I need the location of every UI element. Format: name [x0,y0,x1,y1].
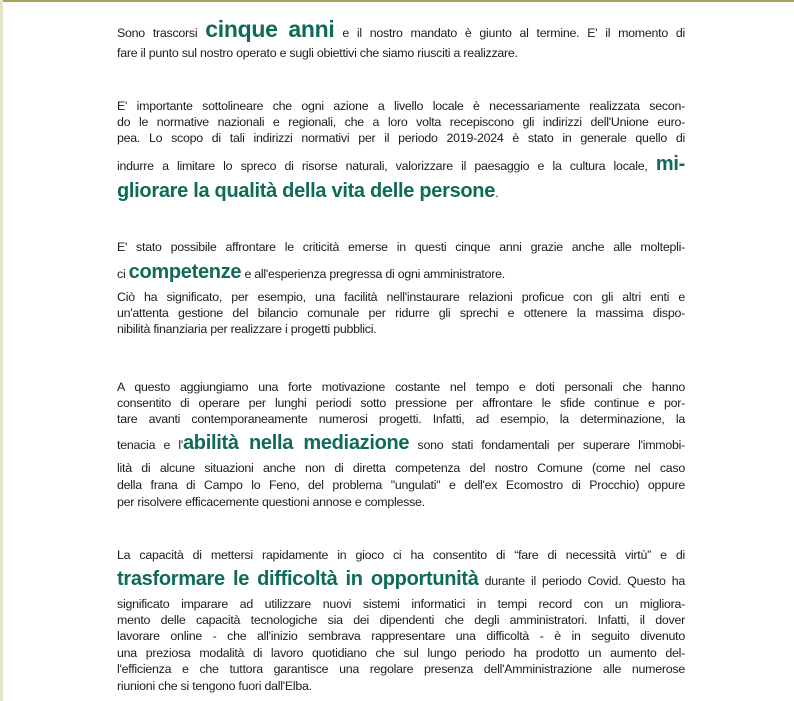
highlight-migliorare: mi- [655,153,685,175]
highlight-qualita-vita: gliorare la qualità della vita delle persone [117,180,496,202]
text-line: tare avanti contemporaneamente numerosi progetti. Infatti, ad esempio, la determinazione, la [117,412,685,426]
text-line: Ciò ha significato, per esempio, una facilità nell'instaurare relazioni proficue con gli altri enti e [117,290,685,304]
text-line: fare il punto sul nostro operato e sugli obiettivi che siamo riusciti a realizzare. [117,46,518,60]
text-line: della frana di Campo lo Feno, del problema "ungulati" e dell'ex Ecomostro di Procchio) oppure [117,478,685,492]
text-line: nibilità finanziaria per realizzare i progetti pubblici. [117,322,377,336]
highlight-trasformare-difficolta: trasformare le difficoltà in opportunità [117,568,479,590]
text-line: consentito di operare per lunghi periodi sotto pressione per affrontare le sfide continue e por- [117,396,685,410]
highlight-cinque-anni: cinque anni [205,16,335,42]
line-text: tenacia e l' [117,438,183,452]
text-line [117,566,685,594]
line-text: . [495,186,499,200]
text-line: lavorare online - che all'inizio sembrava rappresentare una difficoltà - è in seguito divenuto [117,629,685,643]
text-line: E' importante sottolineare che ogni azione a livello locale è necessariamente realizzata secon- [117,99,685,113]
text-line: un'attenta gestione del bilancio comunale per ridurre gli sprechi e ottenere la massima dispo- [117,306,685,320]
line-text: durante il periodo Covid. Questo ha [478,574,685,588]
line-text: ci [117,267,129,281]
text-line: l'efficienza e che tuttora garantisce una regolare presenza dell'Amministrazione alle numerose [117,662,685,676]
highlight-competenze: competenze [128,261,242,283]
line-text: sono stati fondamentali per superare l'immobi- [409,438,686,452]
line-text: e il nostro mandato è giunto al termine. E' il momento di [334,26,685,40]
highlight-abilita-mediazione: abilità nella mediazione [182,432,410,454]
text-line [117,16,685,46]
line-text: indurre a limitare lo spreco di risorse naturali, valorizzare il paesaggio e la cultura locale, [117,159,656,173]
text-line: mento delle capacità tecnologiche sia dei dipendenti che degli amministratori. Infatti, il dover [117,613,685,627]
text-line: riunioni che si tengono fuori dall'Elba. [117,679,312,693]
text-line: una preziosa modalità di lavoro quotidiano che sul lungo periodo ha prodotto un aumento del- [117,646,685,660]
text-line: La capacità di mettersi rapidamente in gioco ci ha consentito di “fare di necessità virtù” e di [117,548,685,562]
text-line: per risolvere efficacemente questioni annose e complesse. [117,495,425,509]
line-text: e all'esperienza pregressa di ogni amministratore. [241,267,505,281]
text-line: do le normative nazionali e regionali, che a loro volta recepiscono gli indirizzi dell'Unione euro- [117,115,685,129]
line-text: Sono trascorsi [117,26,206,40]
text-line: pea. Lo scopo di tali indirizzi normativi per il periodo 2019-2024 è stato in generale quello di [117,131,685,145]
text-line [117,178,685,206]
text-line: significato imparare ad utilizzare nuovi sistemi informatici in tempi record con un migliora- [117,597,685,611]
text-line: A questo aggiungiamo una forte motivazione costante nel tempo e doti personali che hanno [117,380,685,394]
text-line: lità di alcune situazioni anche non di diretta competenza del nostro Comune (come nel caso [117,461,685,475]
text-line [117,260,685,286]
text-line [117,431,685,457]
text-line: E' stato possibile affrontare le criticità emerse in questi cinque anni grazie anche alle moltepli- [117,240,685,254]
text-line [117,152,685,178]
